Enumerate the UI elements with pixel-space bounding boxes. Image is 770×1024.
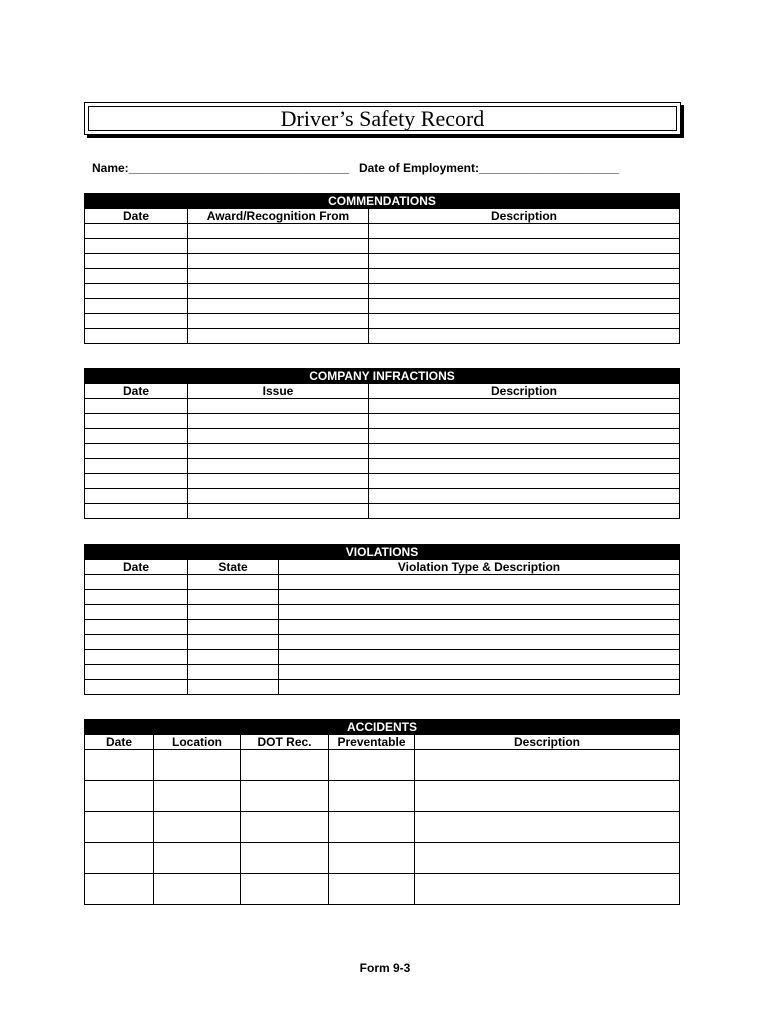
entry-cell[interactable] xyxy=(369,429,680,444)
entry-cell[interactable] xyxy=(241,843,329,874)
entry-cell[interactable] xyxy=(85,399,188,414)
entry-cell[interactable] xyxy=(329,812,415,843)
entry-cell[interactable] xyxy=(188,620,279,635)
entry-cell[interactable] xyxy=(279,620,680,635)
entry-cell[interactable] xyxy=(279,605,680,620)
entry-cell[interactable] xyxy=(85,620,188,635)
entry-cell[interactable] xyxy=(329,843,415,874)
entry-cell[interactable] xyxy=(415,812,680,843)
entry-cell[interactable] xyxy=(85,874,154,905)
entry-cell[interactable] xyxy=(415,750,680,781)
entry-cell[interactable] xyxy=(85,575,188,590)
entry-cell[interactable] xyxy=(188,635,279,650)
entry-cell[interactable] xyxy=(188,239,369,254)
entry-cell[interactable] xyxy=(279,575,680,590)
page-title: Driver’s Safety Record xyxy=(88,106,677,131)
entry-cell[interactable] xyxy=(188,489,369,504)
table-row xyxy=(85,314,680,329)
table-row xyxy=(85,459,680,474)
entry-cell[interactable] xyxy=(85,474,188,489)
entry-cell[interactable] xyxy=(369,329,680,344)
column-header: Award/Recognition From xyxy=(188,209,369,224)
entry-cell[interactable] xyxy=(241,874,329,905)
form-number: Form 9-3 xyxy=(359,961,411,975)
entry-cell[interactable] xyxy=(85,812,154,843)
entry-cell[interactable] xyxy=(188,665,279,680)
entry-cell[interactable] xyxy=(188,459,369,474)
entry-cell[interactable] xyxy=(188,680,279,695)
entry-cell[interactable] xyxy=(415,874,680,905)
entry-cell[interactable] xyxy=(85,269,188,284)
name-employment-line xyxy=(92,161,682,175)
column-header: Date xyxy=(85,735,154,750)
entry-cell[interactable] xyxy=(188,650,279,665)
commendations-heading: COMMENDATIONS xyxy=(85,194,680,209)
entry-cell[interactable] xyxy=(188,504,369,519)
column-header: Date xyxy=(85,209,188,224)
entry-cell[interactable] xyxy=(279,650,680,665)
entry-cell[interactable] xyxy=(369,489,680,504)
entry-cell[interactable] xyxy=(279,635,680,650)
entry-cell[interactable] xyxy=(369,444,680,459)
infractions-table xyxy=(84,368,680,519)
entry-cell[interactable] xyxy=(188,474,369,489)
entry-cell[interactable] xyxy=(85,299,188,314)
table-row xyxy=(85,444,680,459)
entry-cell[interactable] xyxy=(369,314,680,329)
entry-cell[interactable] xyxy=(85,489,188,504)
column-header: Issue xyxy=(188,384,369,399)
entry-cell[interactable] xyxy=(188,284,369,299)
table-row xyxy=(85,329,680,344)
violations-heading: VIOLATIONS xyxy=(85,545,680,560)
table-row xyxy=(85,874,680,905)
entry-cell[interactable] xyxy=(329,781,415,812)
entry-cell[interactable] xyxy=(369,254,680,269)
entry-cell[interactable] xyxy=(188,314,369,329)
entry-cell[interactable] xyxy=(85,605,188,620)
violations-table xyxy=(84,544,680,695)
entry-cell[interactable] xyxy=(369,224,680,239)
name-label: Name: xyxy=(92,161,129,175)
entry-cell[interactable] xyxy=(188,444,369,459)
table-row xyxy=(85,224,680,239)
entry-cell[interactable] xyxy=(369,459,680,474)
table-row xyxy=(85,620,680,635)
entry-cell[interactable] xyxy=(85,239,188,254)
table-row xyxy=(85,399,680,414)
employment-date-field[interactable]: _____________________ xyxy=(478,161,620,175)
table-row xyxy=(85,812,680,843)
entry-cell[interactable] xyxy=(369,399,680,414)
entry-cell[interactable] xyxy=(188,329,369,344)
entry-cell[interactable] xyxy=(154,750,241,781)
table-row xyxy=(85,429,680,444)
column-header: Description xyxy=(369,384,680,399)
column-header: Violation Type & Description xyxy=(279,560,680,575)
entry-cell[interactable] xyxy=(85,224,188,239)
table-row xyxy=(85,590,680,605)
entry-cell[interactable] xyxy=(188,575,279,590)
entry-cell[interactable] xyxy=(85,665,188,680)
column-header: Date xyxy=(85,560,188,575)
entry-cell[interactable] xyxy=(415,781,680,812)
column-header: State xyxy=(188,560,279,575)
entry-cell[interactable] xyxy=(85,444,188,459)
entry-cell[interactable] xyxy=(369,299,680,314)
entry-cell[interactable] xyxy=(154,843,241,874)
table-row xyxy=(85,474,680,489)
table-row xyxy=(85,650,680,665)
entry-cell[interactable] xyxy=(279,680,680,695)
column-header: Date xyxy=(85,384,188,399)
name-field[interactable]: _________________________________ xyxy=(128,161,349,175)
column-header: Preventable xyxy=(329,735,415,750)
table-row xyxy=(85,254,680,269)
entry-cell[interactable] xyxy=(188,605,279,620)
entry-cell[interactable] xyxy=(279,590,680,605)
entry-cell[interactable] xyxy=(154,812,241,843)
entry-cell[interactable] xyxy=(241,750,329,781)
entry-cell[interactable] xyxy=(85,429,188,444)
entry-cell[interactable] xyxy=(329,874,415,905)
entry-cell[interactable] xyxy=(415,843,680,874)
entry-cell[interactable] xyxy=(241,812,329,843)
entry-cell[interactable] xyxy=(85,284,188,299)
entry-cell[interactable] xyxy=(188,429,369,444)
table-row xyxy=(85,414,680,429)
column-header: DOT Rec. xyxy=(241,735,329,750)
entry-cell[interactable] xyxy=(369,269,680,284)
accidents-table xyxy=(84,719,680,905)
column-header: Description xyxy=(369,209,680,224)
entry-cell[interactable] xyxy=(85,781,154,812)
commendations-table xyxy=(84,193,680,344)
entry-cell[interactable] xyxy=(85,329,188,344)
title-box xyxy=(84,102,681,135)
entry-cell[interactable] xyxy=(85,635,188,650)
entry-cell[interactable] xyxy=(369,414,680,429)
entry-cell[interactable] xyxy=(188,224,369,239)
entry-cell[interactable] xyxy=(369,284,680,299)
entry-cell[interactable] xyxy=(85,750,154,781)
entry-cell[interactable] xyxy=(85,650,188,665)
entry-cell[interactable] xyxy=(188,254,369,269)
entry-cell[interactable] xyxy=(369,474,680,489)
table-row xyxy=(85,239,680,254)
table-row xyxy=(85,575,680,590)
table-row xyxy=(85,680,680,695)
entry-cell[interactable] xyxy=(188,399,369,414)
column-header: Description xyxy=(415,735,680,750)
infractions-heading: COMPANY INFRACTIONS xyxy=(85,369,680,384)
table-row xyxy=(85,635,680,650)
table-row xyxy=(85,750,680,781)
entry-cell[interactable] xyxy=(279,665,680,680)
entry-cell[interactable] xyxy=(369,239,680,254)
table-row xyxy=(85,299,680,314)
table-row xyxy=(85,843,680,874)
entry-cell[interactable] xyxy=(154,781,241,812)
entry-cell[interactable] xyxy=(154,874,241,905)
entry-cell[interactable] xyxy=(85,680,188,695)
entry-cell[interactable] xyxy=(329,750,415,781)
table-row xyxy=(85,284,680,299)
entry-cell[interactable] xyxy=(85,459,188,474)
entry-cell[interactable] xyxy=(85,590,188,605)
entry-cell[interactable] xyxy=(85,314,188,329)
table-row xyxy=(85,781,680,812)
table-row xyxy=(85,489,680,504)
entry-cell[interactable] xyxy=(85,414,188,429)
entry-cell[interactable] xyxy=(241,781,329,812)
table-row xyxy=(85,665,680,680)
table-row xyxy=(85,269,680,284)
table-row xyxy=(85,504,680,519)
entry-cell[interactable] xyxy=(188,299,369,314)
table-row xyxy=(85,605,680,620)
employment-date-label: Date of Employment: xyxy=(358,161,479,175)
entry-cell[interactable] xyxy=(188,414,369,429)
entry-cell[interactable] xyxy=(188,590,279,605)
accidents-heading: ACCIDENTS xyxy=(85,720,680,735)
entry-cell[interactable] xyxy=(369,504,680,519)
column-header: Location xyxy=(154,735,241,750)
entry-cell[interactable] xyxy=(85,504,188,519)
entry-cell[interactable] xyxy=(188,269,369,284)
entry-cell[interactable] xyxy=(85,843,154,874)
entry-cell[interactable] xyxy=(85,254,188,269)
